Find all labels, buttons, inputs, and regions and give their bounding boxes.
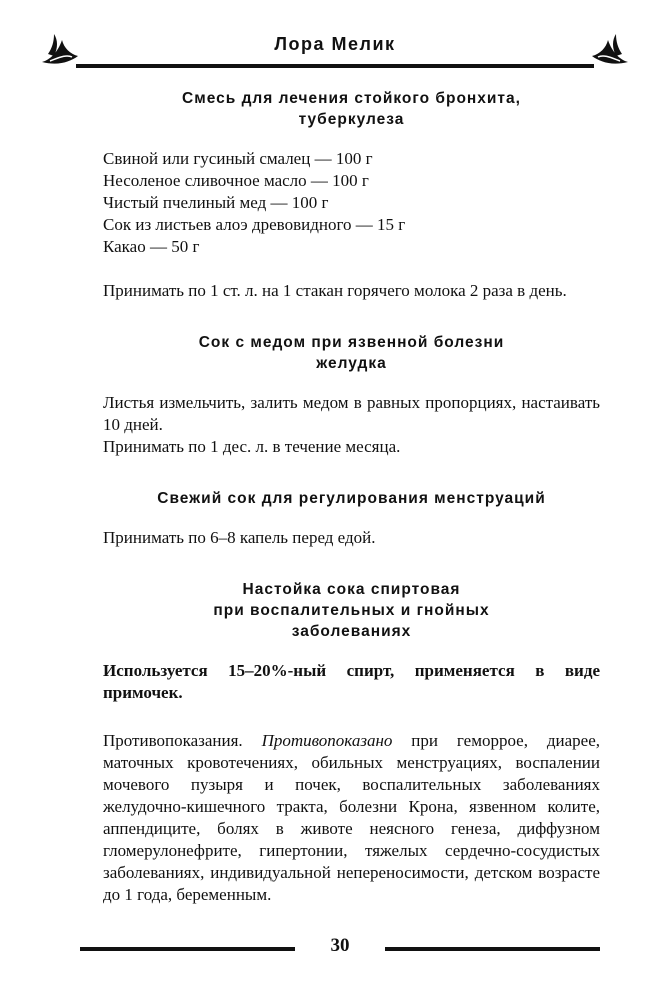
instructions-paragraph: Листья измельчить, залить медом в равных пропорциях, настаивать 10 дней. <box>103 393 600 434</box>
ingredient-item: Сок из листьев алоэ древовидного — 15 г <box>103 215 406 234</box>
page-footer <box>80 935 600 965</box>
instructions-paragraph: Принимать по 1 дес. л. в течение месяца. <box>103 437 401 456</box>
section-title-line: Свежий сок для регулирования менструаций <box>157 490 546 507</box>
ingredient-item: Чистый пчелиный мед — 100 г <box>103 193 329 212</box>
page-content <box>103 88 600 906</box>
ingredient-item: Несоленое сливочное масло — 100 г <box>103 171 369 190</box>
section-title-line: желудка <box>316 355 387 372</box>
instructions-paragraph: Принимать по 6–8 капель перед едой. <box>103 528 376 547</box>
section-title-line: туберкулеза <box>298 111 405 128</box>
running-title: Лора Мелик <box>274 34 396 54</box>
section-title-line: Настойка сока спиртовая <box>242 581 461 598</box>
section-title-ulcer <box>103 332 600 374</box>
page-header <box>40 28 630 78</box>
instructions-paragraph: Используется 15–20%-ный спирт, применяется в виде примочек. <box>103 661 600 702</box>
section-title-line: Смесь для лечения стойкого бронхита, <box>182 90 521 107</box>
instructions-paragraph: Принимать по 1 ст. л. на 1 стакан горячего молока 2 раза в день. <box>103 281 567 300</box>
ingredient-item: Свиной или гусиный смалец — 100 г <box>103 149 373 168</box>
section-title-line: при воспалительных и гнойных <box>213 602 490 619</box>
footer-rule <box>385 947 600 951</box>
contraindications-text: при геморрое, диарее, маточных кровотечениях, обильных менструациях, воспалении мочевого пузыря и почек, воспалительных заболеваниях желудочно-кишечного тракта, болезни Крона, язвенном колите, аппендиците, болях в животе неясного генеза, диффузном гломерулонефрите, гипертонии, тяжелых сердечно-сосудистых заболеваниях, индивидуальной непереносимости, детском возрасте до 1 года, беременным. <box>103 731 600 904</box>
contraindications-emphasis: Противопоказано <box>261 731 393 750</box>
contraindications-label: Противопоказания. <box>103 731 243 750</box>
section-title-menstruation <box>103 488 600 509</box>
section-title-tincture <box>103 579 600 642</box>
leaf-ornament-icon <box>590 32 630 70</box>
ingredient-list <box>103 148 600 258</box>
header-rule <box>76 64 594 68</box>
section-title-line: заболеваниях <box>291 623 412 640</box>
section-title-line: Сок с медом при язвенной болезни <box>198 334 505 351</box>
contraindications-paragraph <box>103 730 600 906</box>
section-title-bronchitis <box>83 88 620 130</box>
page-number: 30 <box>330 935 350 956</box>
ingredient-item: Какао — 50 г <box>103 237 200 256</box>
